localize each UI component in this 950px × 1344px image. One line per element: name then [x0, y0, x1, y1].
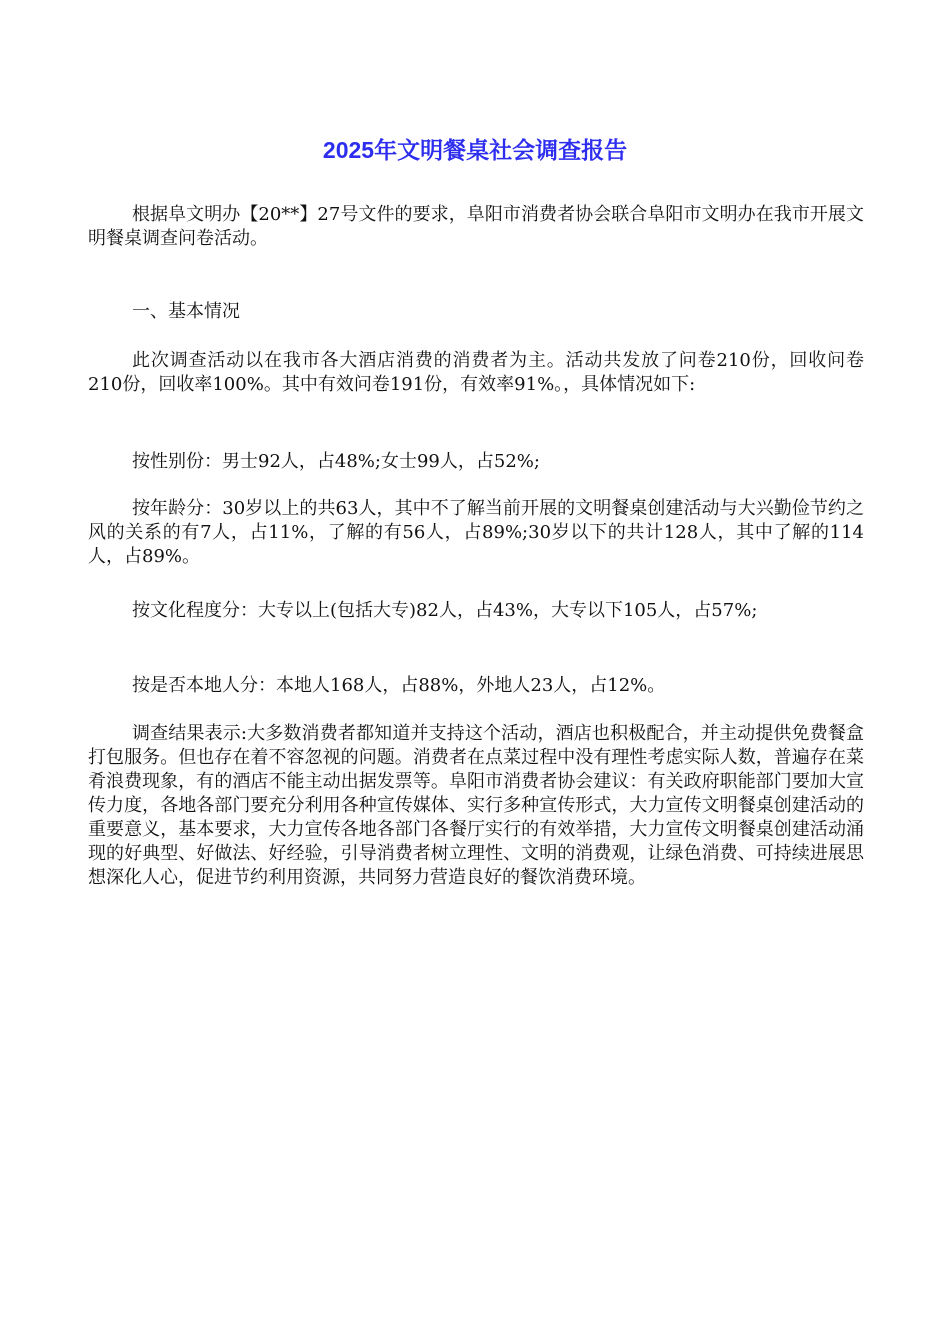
document-title: 2025年文明餐桌社会调查报告 — [322, 137, 628, 163]
age-breakdown-paragraph: 按年龄分：30岁以上的共63人，其中不了解当前开展的文明餐桌创建活动与大兴勤俭节约之风的关系的有7人，占11%，了解的有56人，占89%;30岁以下的共计128人，其中了解的114人，占89%。 — [88, 498, 864, 567]
gender-breakdown-paragraph: 按性别份：男士92人，占48%;女士99人，占52%; — [132, 451, 540, 472]
survey-overview-paragraph: 此次调查活动以在我市各大酒店消费的消费者为主。活动共发放了问卷210份，回收问卷210份，回收率100%。其中有效问卷191份，有效率91%。，具体情况如下: — [88, 350, 864, 395]
survey-result-paragraph: 调查结果表示:大多数消费者都知道并支持这个活动，酒店也积极配合，并主动提供免费餐盒打包服务。但也存在着不容忽视的问题。消费者在点菜过程中没有理性考虑实际人数，普遍存在菜肴浪费现象，有的酒店不能主动出据发票等。阜阳市消费者协会建议：有关政府职能部门要加大宣传力度，各地各部门要充分利用各种宣传媒体、实行多种宣传形式，大力宣传文明餐桌创建活动的重要意义，基本要求，大力宣传各地各部门各餐厅实行的有效举措，大力宣传文明餐桌创建活动涌现的好典型、好做法、好经验，引导消费者树立理性、文明的消费观，让绿色消费、可持续进展思想深化人心，促进节约利用资源，共同努力营造良好的餐饮消费环境。 — [88, 723, 864, 888]
education-breakdown-paragraph: 按文化程度分：大专以上(包括大专)82人，占43%，大专以下105人，占57%; — [132, 600, 758, 621]
section-heading-basic-situation: 一、基本情况 — [132, 301, 240, 322]
intro-paragraph: 根据阜文明办【20**】27号文件的要求，阜阳市消费者协会联合阜阳市文明办在我市开展文明餐桌调查问卷活动。 — [88, 204, 864, 249]
residency-breakdown-paragraph: 按是否本地人分：本地人168人，占88%，外地人23人，占12%。 — [132, 675, 666, 696]
